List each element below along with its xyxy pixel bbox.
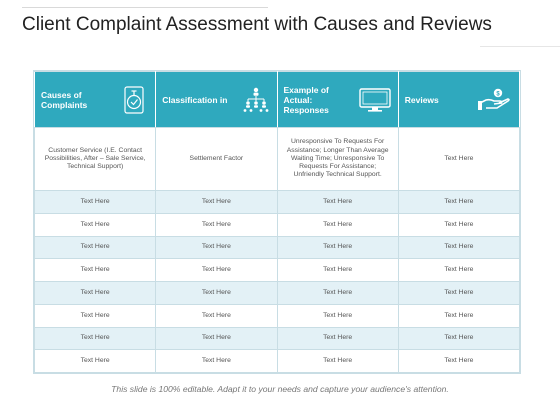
table-cell: Text Here: [35, 213, 156, 236]
table-row: [35, 350, 520, 373]
table-row: [35, 213, 520, 236]
table-cell: Text Here: [156, 282, 277, 305]
table-cell: Text Here: [156, 350, 277, 373]
table-row: [35, 191, 520, 214]
header-label: Reviews: [404, 94, 439, 105]
table-cell: Text Here: [398, 282, 519, 305]
table-cell: Text Here: [35, 350, 156, 373]
table-cell: Text Here: [156, 327, 277, 350]
table-row: [35, 259, 520, 282]
table-cell: Text Here: [398, 350, 519, 373]
table-row: [35, 327, 520, 350]
table-cell: Text Here: [277, 236, 398, 259]
table-cell: Unresponsive To Requests For Assistance; Longer Than Average Waiting Time; Unresponsive To Requests For Assistance; Unfriendly Technical Support.: [277, 128, 398, 191]
table-row: [35, 282, 520, 305]
monitor-icon: [358, 86, 392, 114]
table-cell: Text Here: [35, 327, 156, 350]
header-label: Example of Actual: Responses: [283, 84, 329, 115]
table-cell: Text Here: [398, 304, 519, 327]
table-cell: Text Here: [398, 213, 519, 236]
table-cell: Customer Service (I.E. Contact Possibilities, After – Sale Service, Technical Support): [35, 128, 156, 191]
table-cell: Text Here: [398, 128, 519, 191]
table-cell: Text Here: [156, 259, 277, 282]
svg-text:$: $: [496, 90, 500, 97]
table-cell: Text Here: [277, 191, 398, 214]
table-cell: Settlement Factor: [156, 128, 277, 191]
table-cell: Text Here: [398, 191, 519, 214]
complaint-table: [33, 70, 521, 374]
table-cell: Text Here: [156, 236, 277, 259]
table-cell: Text Here: [277, 259, 398, 282]
title-top-rule: [22, 7, 268, 8]
header-label: Causes of Complaints: [41, 89, 88, 110]
table-header-row: [35, 72, 520, 128]
header-label: Classification in: [162, 94, 228, 105]
table-cell: Text Here: [156, 191, 277, 214]
table-cell: Text Here: [277, 350, 398, 373]
table-cell: Text Here: [35, 282, 156, 305]
table-cell: Text Here: [277, 304, 398, 327]
hand-coin-icon: [477, 87, 513, 113]
table-cell: Text Here: [398, 327, 519, 350]
table-cell: Text Here: [35, 191, 156, 214]
table-row: [35, 304, 520, 327]
table-row: [35, 128, 520, 191]
title-right-rule: [480, 46, 560, 47]
table-cell: Text Here: [35, 236, 156, 259]
footer-note: This slide is 100% editable. Adapt it to your needs and capture your audience's attention.: [111, 384, 449, 394]
table-cell: Text Here: [277, 282, 398, 305]
table-cell: Text Here: [277, 213, 398, 236]
stopwatch-icon: [119, 85, 149, 115]
table-cell: Text Here: [398, 236, 519, 259]
header-classification: [156, 72, 277, 128]
table-cell: Text Here: [277, 327, 398, 350]
header-reviews: [398, 72, 519, 128]
table-row: [35, 236, 520, 259]
table-cell: Text Here: [35, 304, 156, 327]
table-cell: Text Here: [156, 304, 277, 327]
header-example: [277, 72, 398, 128]
table-cell: Text Here: [156, 213, 277, 236]
page-title: Client Complaint Assessment with Causes and Reviews: [22, 14, 492, 35]
table-cell: Text Here: [35, 259, 156, 282]
header-causes: [35, 72, 156, 128]
org-chart-icon: [241, 85, 271, 115]
table-cell: Text Here: [398, 259, 519, 282]
